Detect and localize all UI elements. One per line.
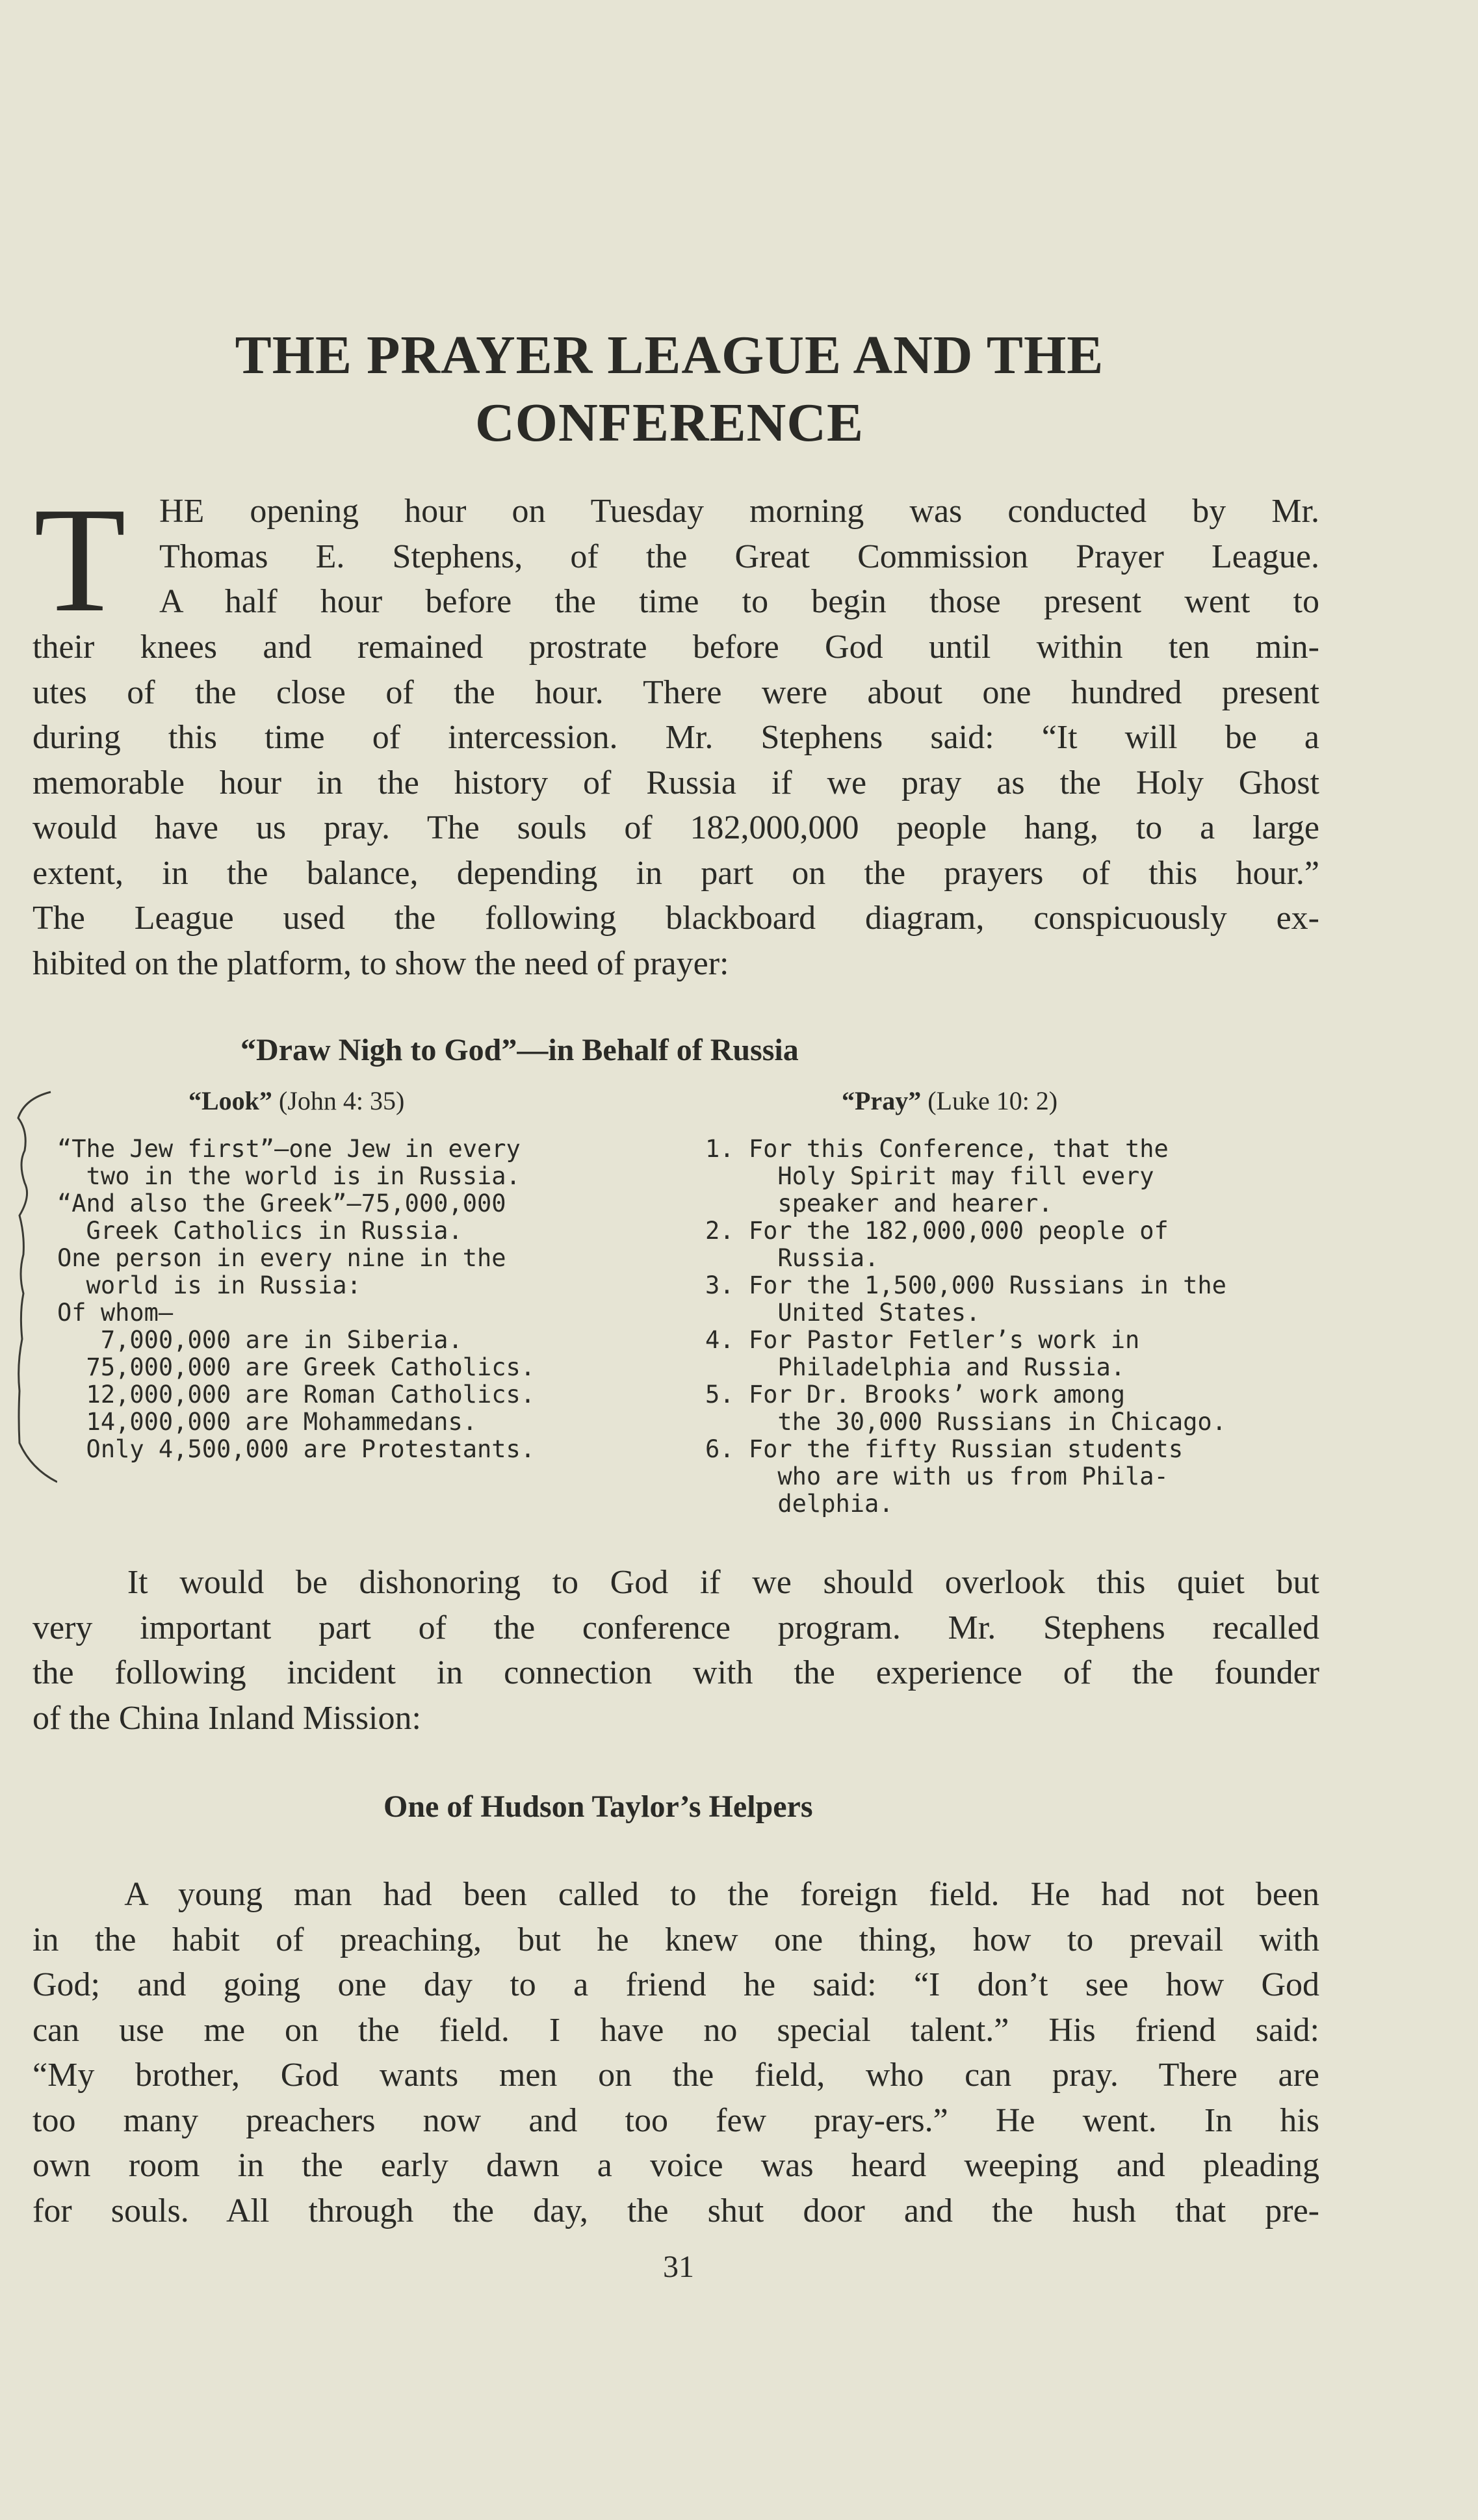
page-title — [97, 322, 1241, 457]
text-line: would have us pray. The souls of 182,000,000 people hang, to a large — [32, 809, 1319, 846]
pray-heading-ref: (Luke 10: 2) — [921, 1086, 1058, 1115]
look-line: 7,000,000 are in Siberia. — [57, 1326, 463, 1354]
text-line: memorable hour in the history of Russia if we pray as the Holy Ghost — [32, 764, 1319, 801]
section-subheading: One of Hudson Taylor’s Helpers — [383, 1789, 813, 1824]
text-line: of the China Inland Mission: — [32, 1699, 421, 1737]
text-line: very important part of the conference program. Mr. Stephens recalled — [32, 1609, 1319, 1646]
pray-line: 1. For this Conference, that the — [705, 1135, 1169, 1163]
brace-icon — [5, 1079, 57, 1508]
text-line: A young man had been called to the foreign field. He had not been — [32, 1876, 1319, 1913]
pray-column-heading — [842, 1085, 1057, 1116]
pray-line: 5. For Dr. Brooks’ work among — [705, 1381, 1126, 1409]
pray-line: United States. — [705, 1299, 981, 1327]
pray-line: 3. For the 1,500,000 Russians in the — [705, 1271, 1226, 1299]
text-line: during this time of intercession. Mr. Stephens said: “It will be a — [32, 719, 1319, 756]
text-line: in the habit of preaching, but he knew one thing, how to prevail with — [32, 1921, 1319, 1958]
text-line: too many preachers now and too few pray-ers.” He went. In his — [32, 2101, 1319, 2139]
title-line-1: THE PRAYER LEAGUE AND THE — [235, 325, 1104, 385]
look-heading-label: “Look” — [188, 1086, 272, 1115]
text-line: can use me on the field. I have no special talent.” His friend said: — [32, 2011, 1319, 2049]
text-line: own room in the early dawn a voice was heard weeping and pleading — [32, 2147, 1319, 2184]
intro-paragraph — [32, 625, 1319, 986]
look-line: two in the world is in Russia. — [57, 1162, 521, 1190]
title-line-2: CONFERENCE — [474, 393, 864, 453]
pray-line: who are with us from Phila- — [705, 1462, 1169, 1490]
page-number: 31 — [663, 2250, 694, 2284]
pray-line: Philadelphia and Russia. — [705, 1353, 1126, 1381]
look-line: “And also the Greek”—75,000,000 — [57, 1189, 506, 1217]
text-line: extent, in the balance, depending in part on the prayers of this hour.” — [32, 854, 1319, 892]
text-line: the following incident in connection with the experience of the founder — [32, 1654, 1319, 1691]
text-line: for souls. All through the day, the shut door and the hush that pre- — [32, 2192, 1319, 2229]
intro-indented-lines — [159, 489, 1319, 625]
text-line: their knees and remained prostrate before God until within ten min- — [32, 629, 1319, 666]
pray-column — [705, 1136, 1329, 1518]
look-line: Only 4,500,000 are Protestants. — [57, 1435, 536, 1463]
text-line: HE opening hour on Tuesday morning was conducted by Mr. — [159, 493, 1319, 530]
look-line: Greek Catholics in Russia. — [57, 1217, 463, 1245]
text-line: It would be dishonoring to God if we should overlook this quiet but — [32, 1564, 1319, 1601]
look-line: “The Jew first”—one Jew in every — [57, 1135, 521, 1163]
text-line: A half hour before the time to begin those present went to — [159, 583, 1319, 620]
text-line: hibited on the platform, to show the need of prayer: — [32, 944, 729, 982]
paragraph-3 — [32, 1872, 1319, 2233]
look-line: 14,000,000 are Mohammedans. — [57, 1408, 478, 1436]
text-line: “My brother, God wants men on the field, who can pray. There are — [32, 2057, 1319, 2094]
pray-line: delphia. — [705, 1490, 894, 1518]
pray-line: 4. For Pastor Fetler’s work in — [705, 1326, 1140, 1354]
text-line: God; and going one day to a friend he said: “I don’t see how God — [32, 1966, 1319, 2003]
look-heading-ref: (John 4: 35) — [272, 1086, 405, 1115]
pray-heading-label: “Pray” — [842, 1086, 922, 1115]
look-column — [57, 1136, 681, 1463]
text-line: utes of the close of the hour. There were about one hundred present — [32, 673, 1319, 711]
look-line: 12,000,000 are Roman Catholics. — [57, 1381, 536, 1409]
pray-line: Holy Spirit may fill every — [705, 1162, 1154, 1190]
paragraph-2 — [32, 1560, 1319, 1741]
look-line: Of whom— — [57, 1299, 174, 1327]
text-line: Thomas E. Stephens, of the Great Commission Prayer League. — [159, 538, 1319, 575]
diagram-title: “Draw Nigh to God”—in Behalf of Russia — [240, 1033, 799, 1067]
look-column-heading — [188, 1085, 404, 1116]
text-line: The League used the following blackboard diagram, conspicuously ex- — [32, 900, 1319, 937]
look-line: world is in Russia: — [57, 1271, 361, 1299]
pray-line: speaker and hearer. — [705, 1189, 1053, 1217]
pray-line: 2. For the 182,000,000 people of — [705, 1217, 1169, 1245]
pray-line: 6. For the fifty Russian students — [705, 1435, 1184, 1463]
look-line: 75,000,000 are Greek Catholics. — [57, 1353, 536, 1381]
look-line: One person in every nine in the — [57, 1244, 506, 1272]
pray-line: the 30,000 Russians in Chicago. — [705, 1408, 1226, 1436]
drop-cap: T — [34, 476, 126, 643]
pray-line: Russia. — [705, 1244, 879, 1272]
